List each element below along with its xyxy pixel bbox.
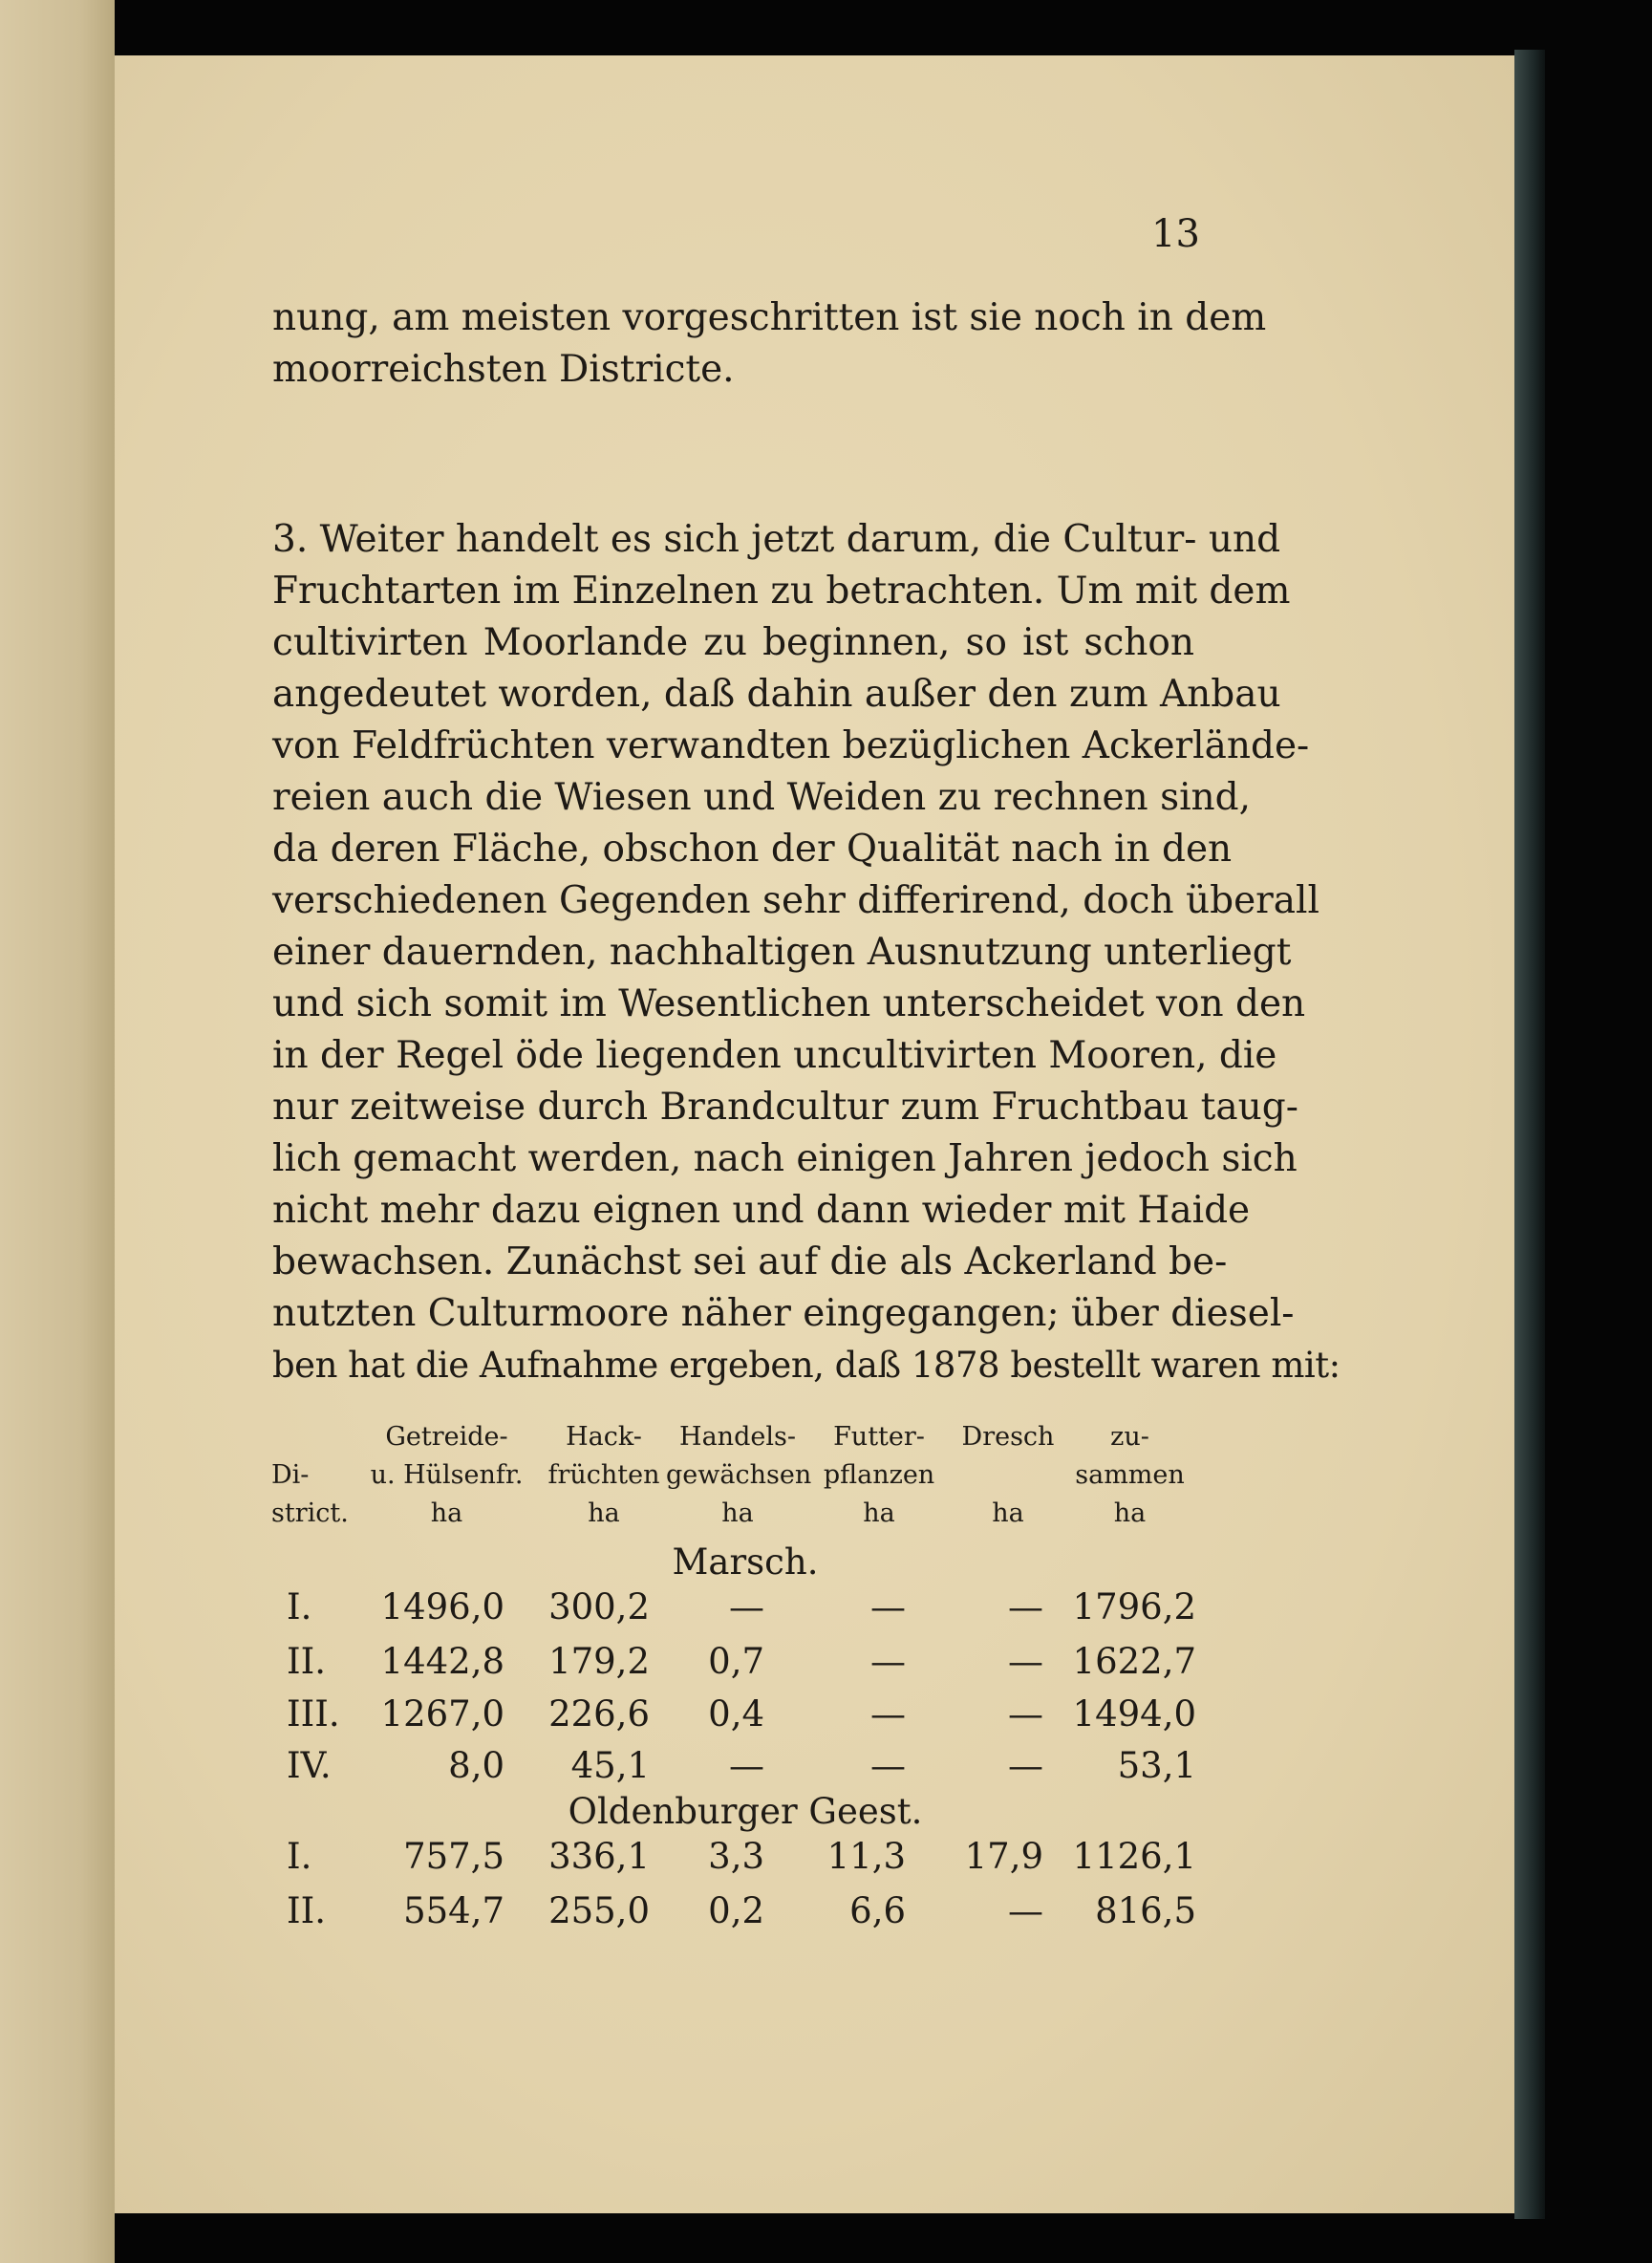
text-line: verschiedenen Gegenden sehr differirend, doch überall [272,879,1319,922]
text-line: lich gemacht werden, nach einigen Jahren jedoch sich [272,1137,1298,1180]
header-district: strict. [271,1498,349,1528]
header-fodder: pflanzen [823,1460,935,1490]
table-cell: 1494,0 [1072,1693,1196,1735]
text-line: Fruchtarten im Einzelnen zu betrachten. Um mit dem [272,570,1291,613]
table-cell: 1126,1 [1072,1836,1196,1877]
table-cell: 255,0 [548,1890,650,1931]
table-cell: 17,9 [964,1836,1043,1877]
header-total: sammen [1075,1460,1185,1490]
text-line: cultivirten Moorlande zu beginnen, so ist schon [272,621,1194,664]
text-line: in der Regel öde liegenden uncultivirten Mooren, die [272,1034,1277,1077]
text-line: moorreichsten Districte. [272,348,735,391]
table-cell: — [1008,1745,1043,1786]
header-unit: ha [1113,1498,1147,1528]
table-cell: — [729,1586,764,1627]
table-cell: — [870,1693,906,1735]
table-cell: 1796,2 [1072,1586,1196,1627]
table-cell: — [870,1641,906,1682]
table-cell: — [1008,1890,1043,1931]
section-title: Marsch. [672,1541,819,1583]
text-line: und sich somit im Wesentlichen unterscheidet von den [272,982,1306,1025]
header-grain: u. Hülsenfr. [370,1460,524,1490]
table-cell: 11,3 [826,1836,906,1877]
table-cell: — [729,1745,764,1786]
header-commercial-crops: gewächsen [666,1460,812,1490]
table-cell: 554,7 [403,1890,504,1931]
book-cover-edge [1514,50,1545,2219]
text-line: da deren Fläche, obschon der Qualität nach in den [272,828,1233,871]
header-total: zu- [1110,1422,1149,1452]
header-unit: ha [721,1498,754,1528]
text-line: angedeutet worden, daß dahin außer den zum Anbau [272,673,1281,716]
header-unit: ha [430,1498,463,1528]
district-label: III. [287,1693,340,1735]
table-cell: 53,1 [1117,1745,1196,1786]
table-cell: 1442,8 [380,1641,504,1682]
table-cell: 0,2 [708,1890,764,1931]
text-line: einer dauernden, nachhaltigen Ausnutzung unterliegt [272,931,1292,974]
district-label: IV. [287,1745,332,1786]
header-unit: ha [863,1498,895,1528]
header-district: Di- [271,1460,310,1490]
header-root-crops: Hack- [566,1422,642,1452]
header-unit: ha [992,1498,1024,1528]
table-cell: 45,1 [570,1745,650,1786]
table-cell: — [870,1745,906,1786]
table-cell: 0,4 [708,1693,764,1735]
header-grain: Getreide- [385,1422,508,1452]
district-label: I. [287,1836,312,1877]
district-label: II. [287,1641,326,1682]
text-line: ben hat die Aufnahme ergeben, daß 1878 bestellt waren mit: [272,1345,1341,1386]
district-label: II. [287,1890,326,1931]
table-cell: 757,5 [403,1836,504,1877]
header-unit: ha [588,1498,620,1528]
text-line: bewachsen. Zunächst sei auf die als Ackerland be- [272,1240,1228,1283]
text-line: von Feldfrüchten verwandten bezüglichen Ackerlände- [272,724,1310,767]
table-cell: 8,0 [448,1745,504,1786]
table-cell: 1496,0 [380,1586,504,1627]
table-cell: 3,3 [708,1836,764,1877]
section-title: Oldenburger Geest. [568,1791,923,1832]
table-cell: 816,5 [1095,1890,1196,1931]
header-fodder: Futter- [833,1422,925,1452]
table-cell: 1622,7 [1072,1641,1196,1682]
table-cell: — [1008,1641,1043,1682]
table-cell: 226,6 [548,1693,650,1735]
text-line: 3. Weiter handelt es sich jetzt darum, die Cultur- und [272,518,1281,561]
table-cell: 1267,0 [380,1693,504,1735]
text-line: nung, am meisten vorgeschritten ist sie noch in dem [272,296,1267,339]
header-root-crops: früchten [547,1460,660,1490]
table-cell: 300,2 [548,1586,650,1627]
table-cell: — [870,1586,906,1627]
text-line: nicht mehr dazu eignen und dann wieder mit Haide [272,1189,1251,1232]
table-cell: 179,2 [548,1641,650,1682]
table-cell: 6,6 [849,1890,906,1931]
text-line: nur zeitweise durch Brandcultur zum Fruchtbau taug- [272,1086,1298,1129]
text-line: nutzten Culturmoore näher eingegangen; über diesel- [272,1292,1295,1335]
table-cell: — [1008,1586,1043,1627]
district-label: I. [287,1586,312,1627]
text-line: reien auch die Wiesen und Weiden zu rechnen sind, [272,776,1252,819]
header-commercial-crops: Handels- [679,1422,796,1452]
table-cell: 336,1 [548,1836,650,1877]
table-cell: — [1008,1693,1043,1735]
header-fallow: Dresch [961,1422,1055,1452]
previous-page-edge [0,0,115,2263]
page-number: 13 [1151,212,1200,256]
table-cell: 0,7 [708,1641,764,1682]
